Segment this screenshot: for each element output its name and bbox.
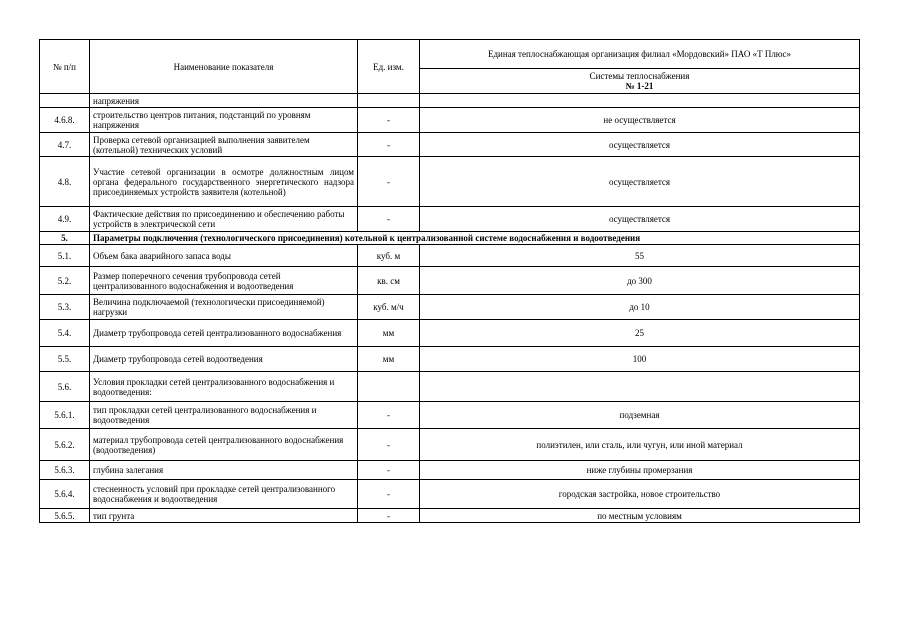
row-name: Участие сетевой организации в осмотре должностным лицом органа федерального государственного энергетического надзора присоединяемых устройств заявителя (котельной)	[90, 157, 358, 207]
row-num: 5.5.	[40, 347, 90, 372]
col-header-systems	[420, 69, 860, 94]
row-unit	[358, 372, 420, 402]
table-row	[40, 509, 860, 523]
parameters-table	[39, 39, 860, 523]
table-row	[40, 267, 860, 295]
row-num: 5.6.4.	[40, 480, 90, 509]
systems-label: Системы теплоснабжения	[589, 71, 690, 81]
row-name: напряжения	[90, 94, 358, 108]
row-value: 55	[420, 245, 860, 267]
row-unit: -	[358, 429, 420, 461]
row-name: стесненность условий при прокладке сетей централизованного водоснабжения и водоотведения	[90, 480, 358, 509]
row-name: Диаметр трубопровода сетей водоотведения	[90, 347, 358, 372]
row-value: ниже глубины промерзания	[420, 461, 860, 480]
row-num: 5.4.	[40, 320, 90, 347]
row-value: до 300	[420, 267, 860, 295]
row-unit	[358, 94, 420, 108]
row-unit: -	[358, 207, 420, 232]
row-num: 5.6.2.	[40, 429, 90, 461]
row-value: полиэтилен, или сталь, или чугун, или иной материал	[420, 429, 860, 461]
row-value: до 10	[420, 295, 860, 320]
row-unit: -	[358, 133, 420, 157]
row-num: 5.3.	[40, 295, 90, 320]
row-unit: мм	[358, 347, 420, 372]
row-value: городская застройка, новое строительство	[420, 480, 860, 509]
row-name: материал трубопровода сетей централизованного водоснабжения (водоотведения)	[90, 429, 358, 461]
row-value: осуществляется	[420, 207, 860, 232]
row-num: 4.9.	[40, 207, 90, 232]
row-name: тип прокладки сетей централизованного водоснабжения и водоотведения	[90, 402, 358, 429]
row-unit: -	[358, 480, 420, 509]
row-unit: мм	[358, 320, 420, 347]
row-name: Размер поперечного сечения трубопровода сетей централизованного водоснабжения и водоотведения	[90, 267, 358, 295]
table-row	[40, 157, 860, 207]
row-name: Условия прокладки сетей централизованного водоснабжения и водоотведения:	[90, 372, 358, 402]
row-name: тип грунта	[90, 509, 358, 523]
table-row	[40, 372, 860, 402]
table-row	[40, 108, 860, 133]
row-name: Величина подключаемой (технологически присоединяемой) нагрузки	[90, 295, 358, 320]
row-num: 5.6.	[40, 372, 90, 402]
row-unit: -	[358, 509, 420, 523]
table-row	[40, 207, 860, 232]
col-header-name: Наименование показателя	[90, 40, 358, 94]
row-unit: -	[358, 108, 420, 133]
table-row	[40, 480, 860, 509]
table-header-row	[40, 40, 860, 69]
section-title: Параметры подключения (технологического присоединения) котельной к централизованной системе водоснабжения и водоотведения	[90, 232, 860, 245]
table-row	[40, 320, 860, 347]
table-row	[40, 245, 860, 267]
row-num: 4.7.	[40, 133, 90, 157]
row-unit: -	[358, 461, 420, 480]
row-value: осуществляется	[420, 157, 860, 207]
col-header-num: № п/п	[40, 40, 90, 94]
table-row	[40, 429, 860, 461]
row-num: 5.6.5.	[40, 509, 90, 523]
table-row	[40, 347, 860, 372]
row-name: глубина залегания	[90, 461, 358, 480]
row-name: строительство центров питания, подстанций по уровням напряжения	[90, 108, 358, 133]
row-num: 5.6.3.	[40, 461, 90, 480]
row-value	[420, 372, 860, 402]
row-name: Проверка сетевой организацией выполнения заявителем (котельной) технических условий	[90, 133, 358, 157]
systems-number: № 1-21	[625, 81, 654, 91]
row-num: 5.1.	[40, 245, 90, 267]
row-value: подземная	[420, 402, 860, 429]
table-row	[40, 295, 860, 320]
row-name: Диаметр трубопровода сетей централизованного водоснабжения	[90, 320, 358, 347]
row-num	[40, 94, 90, 108]
table-row	[40, 94, 860, 108]
row-num: 4.8.	[40, 157, 90, 207]
section-row	[40, 232, 860, 245]
row-num: 4.6.8.	[40, 108, 90, 133]
row-value	[420, 94, 860, 108]
row-num: 5.6.1.	[40, 402, 90, 429]
table-row	[40, 133, 860, 157]
col-header-org: Единая теплоснабжающая организация филиал «Мордовский» ПАО «Т Плюс»	[420, 40, 860, 69]
col-header-unit: Ед. изм.	[358, 40, 420, 94]
row-value: осуществляется	[420, 133, 860, 157]
row-unit: кв. см	[358, 267, 420, 295]
row-value: не осуществляется	[420, 108, 860, 133]
row-name: Фактические действия по присоединению и обеспечению работы устройств в электрической сети	[90, 207, 358, 232]
row-value: по местным условиям	[420, 509, 860, 523]
row-name: Объем бака аварийного запаса воды	[90, 245, 358, 267]
table-row	[40, 461, 860, 480]
row-unit: -	[358, 157, 420, 207]
table-row	[40, 402, 860, 429]
section-num: 5.	[40, 232, 90, 245]
row-unit: куб. м	[358, 245, 420, 267]
row-num: 5.2.	[40, 267, 90, 295]
row-unit: -	[358, 402, 420, 429]
row-unit: куб. м/ч	[358, 295, 420, 320]
row-value: 25	[420, 320, 860, 347]
row-value: 100	[420, 347, 860, 372]
